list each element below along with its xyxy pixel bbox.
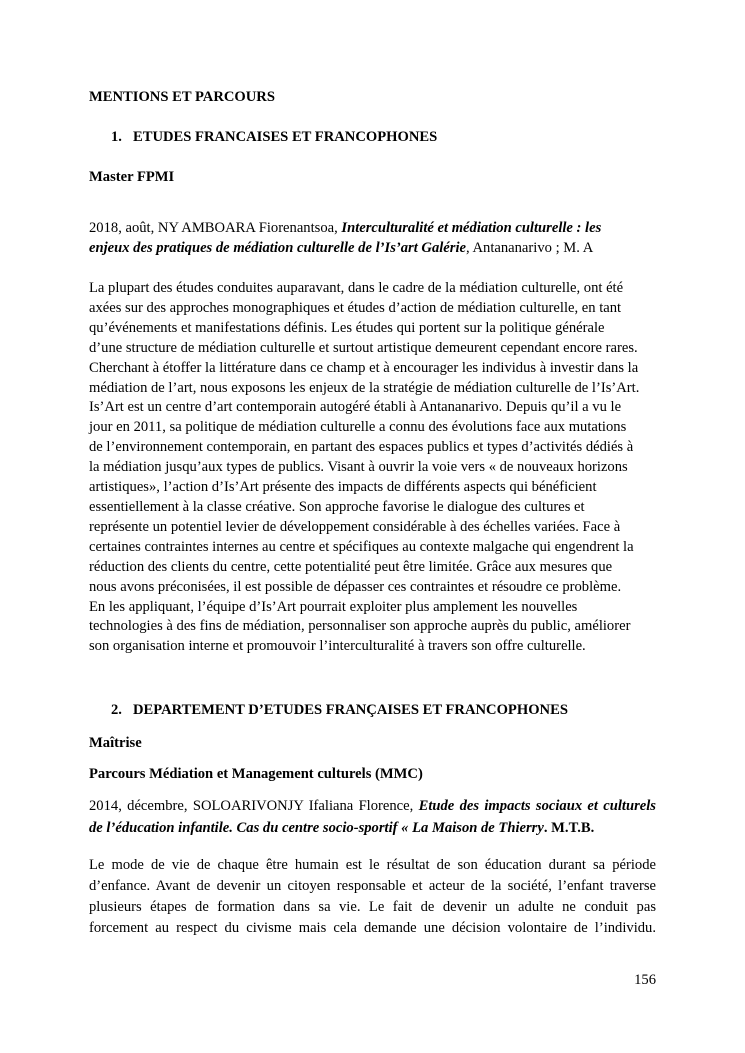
section2-abstract-line: forcement au respect du civisme mais cela demande une décision volontaire de l’individu. [89,920,656,936]
section1-title-text: ETUDES FRANCAISES ET FRANCOPHONES [133,129,438,145]
section1-abstract-line: jour en 2011, sa politique de médiation culturelle a connu des évolutions face aux mutations [89,419,627,436]
section2-citation-line2 [89,817,656,839]
section2-title-text: DEPARTEMENT D’ETUDES FRANÇAISES ET FRANCOPHONES [133,702,568,718]
section1-abstract-line: la médiation jusqu’aux types de publics. Visant à ouvrir la voie vers « de nouveaux horizons [89,459,628,476]
section1-abstract-line: La plupart des études conduites auparavant, dans le cadre de la médiation culturelle, ont été [89,280,624,296]
page-heading-text: MENTIONS ET PARCOURS [89,89,275,105]
section2-abstract [89,855,656,939]
section1-abstract-line: En les appliquant, l’équipe d’Is’Art pourrait exploiter plus amplement les nouvelles [89,598,578,615]
section1-citation-title-2: enjeux des pratiques de médiation culturelle de l’Is’art Galérie [89,239,466,256]
page-heading [89,89,656,106]
section1-citation-title-1: Interculturalité et médiation culturelle : les [341,220,602,236]
section2-citation-tail: . M.T.B. [543,820,595,836]
section2-abstract-line: Le mode de vie de chaque être humain est le résultat de son éducation durant sa période [89,857,656,873]
section1-abstract-line: qu’événements et manifestations définis. Les études qui portent sur la politique générale [89,319,605,336]
section2-degree-text: Maîtrise [89,735,142,751]
section1-citation-line1 [89,219,656,239]
section2-abstract-line: d’enfance. Avant de devenir un citoyen responsable et acteur de la société, l’enfant traverse [89,878,656,894]
section1-number: 1. [111,129,122,145]
section2-citation-line1 [89,796,656,817]
section1-abstract-line: artistiques», l’action d’Is’Art présente des impacts de différents aspects qui bénéficient [89,479,597,496]
section1-abstract-line: son organisation interne et promouvoir l’interculturalité à travers son offre culturelle. [89,638,586,655]
section2-track-text: Parcours Médiation et Management culturels (MMC) [89,766,423,782]
section1-abstract-line: Is’Art est un centre d’art contemporain autogéré établi à Antananarivo. Depuis qu’il a vu le [89,399,622,416]
section1-abstract [89,279,656,657]
section1-abstract-line: Cherchant à étoffer la littérature dans ce champ et à encourager les individus à investir dans la [89,359,639,376]
section1-abstract-line: certaines contraintes internes au centre et spécifiques au contexte malgache qui engendrent la [89,538,634,555]
section1-citation-lead: 2018, août, NY AMBOARA Fiorenantsoa, [89,220,342,236]
section1-citation-line2 [89,239,656,259]
section2-track [89,766,656,783]
section1-abstract-line: axées sur des approches monographiques et études d’action de médiation culturelle, en tant [89,299,622,316]
section1-abstract-line: nous avons préconisées, il est possible de dépasser ces contraintes et résoudre ce problème. [89,578,622,595]
section2-citation [89,796,656,839]
section2-citation-lead: 2014, décembre, SOLOARIVONJY Ifaliana Florence, [89,798,419,814]
section1-citation [89,219,656,259]
section2-title [111,702,678,719]
section2-citation-title-2: de l’éducation infantile. Cas du centre socio-sportif « La Maison de Thierry [89,820,544,836]
section1-degree [89,169,656,186]
section1-abstract-line: médiation de l’art, nous exposons les enjeux de la stratégie de médiation culturelle de l’Is’Art. [89,379,640,396]
section2-abstract-line: plusieurs étapes de formation dans sa vie. Le fait de devenir un adulte ne conduit pas [89,899,656,915]
section2-citation-title-1: Etude des impacts sociaux et culturels [418,798,656,814]
page-number: 156 [634,972,656,988]
section2-degree [89,735,656,752]
section1-abstract-line: de l’environnement contemporain, en partant des espaces publics et types d’activités dédiés à [89,439,634,456]
section1-title [111,129,678,146]
section1-degree-text: Master FPMI [89,169,175,185]
section1-abstract-line: réduction des clients du centre, cette potentialité peut être limitée. Grâce aux mesures que [89,558,613,575]
section1-citation-tail: , Antananarivo ; M. A [466,239,594,256]
section1-abstract-line: représente un potentiel levier de développement considérable à des échelles variées. Face à [89,518,621,535]
section2-number: 2. [111,702,122,718]
section1-abstract-line: technologies à des fins de médiation, personnaliser son approche auprès du public, améliorer [89,618,631,635]
section1-abstract-line: essentiellement à la classe créative. Son approche favorise le dialogue des cultures et [89,498,585,515]
section1-abstract-line: d’une structure de médiation culturelle et surtout artistique demeurent cependant encore rares. [89,339,638,356]
